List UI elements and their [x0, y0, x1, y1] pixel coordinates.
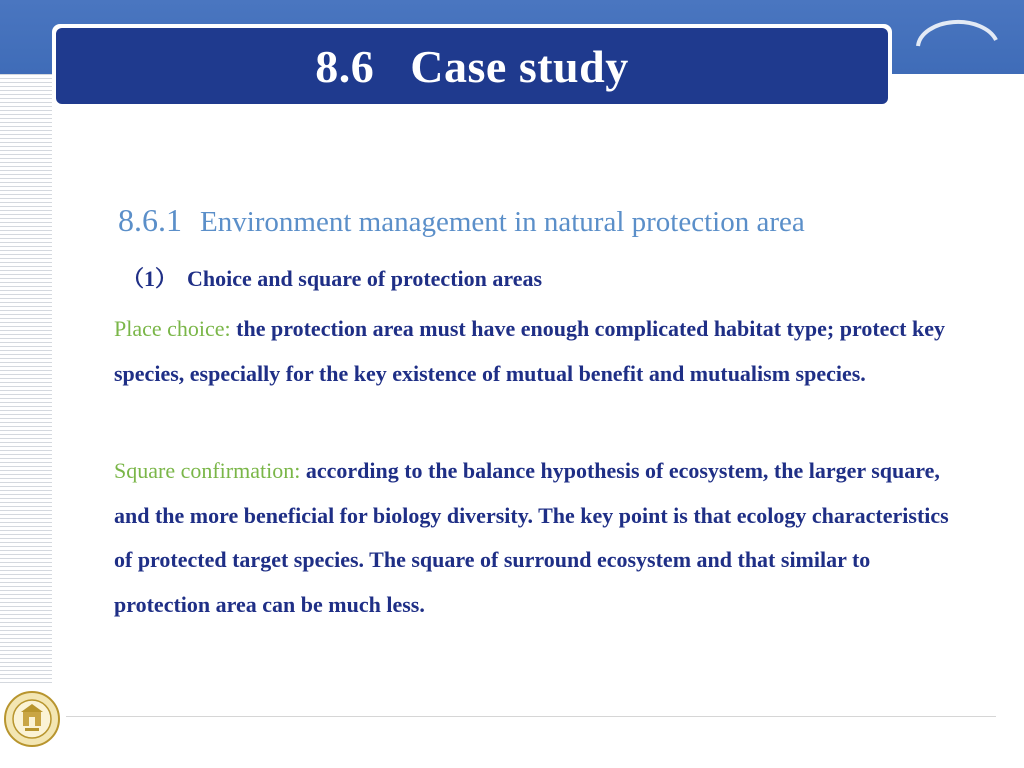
section-heading: [118, 202, 805, 239]
subsection-heading: [122, 262, 542, 293]
left-striped-strip: [0, 74, 52, 686]
paragraph-square-confirmation: [114, 449, 954, 627]
paragraph-text: the protection area must have enough complicated habitat type; protect key species, especially for the key existence of mutual benefit and mutualism species.: [114, 316, 945, 386]
paragraph-lead: Place choice:: [114, 316, 231, 341]
section-number: 8.6.1: [118, 202, 182, 238]
paragraph-lead: Square confirmation:: [114, 458, 301, 483]
paragraph-text: according to the balance hypothesis of ecosystem, the larger square, and the more beneficial for biology diversity. The key point is that ecology characteristics of protected target species. The square of surround ecosystem and that similar to protection area can be much less.: [114, 458, 949, 617]
page-title: 8.6 Case study: [315, 40, 629, 92]
university-seal-icon: [3, 690, 61, 748]
subsection-marker: （1）: [122, 266, 178, 291]
decorative-arc-icon: [912, 10, 1000, 98]
subsection-title: Choice and square of protection areas: [187, 266, 543, 291]
section-title: Environment management in natural protection area: [200, 206, 805, 238]
paragraph-place-choice: [114, 307, 954, 396]
title-bar: [56, 28, 888, 104]
footer-divider: [66, 716, 996, 717]
